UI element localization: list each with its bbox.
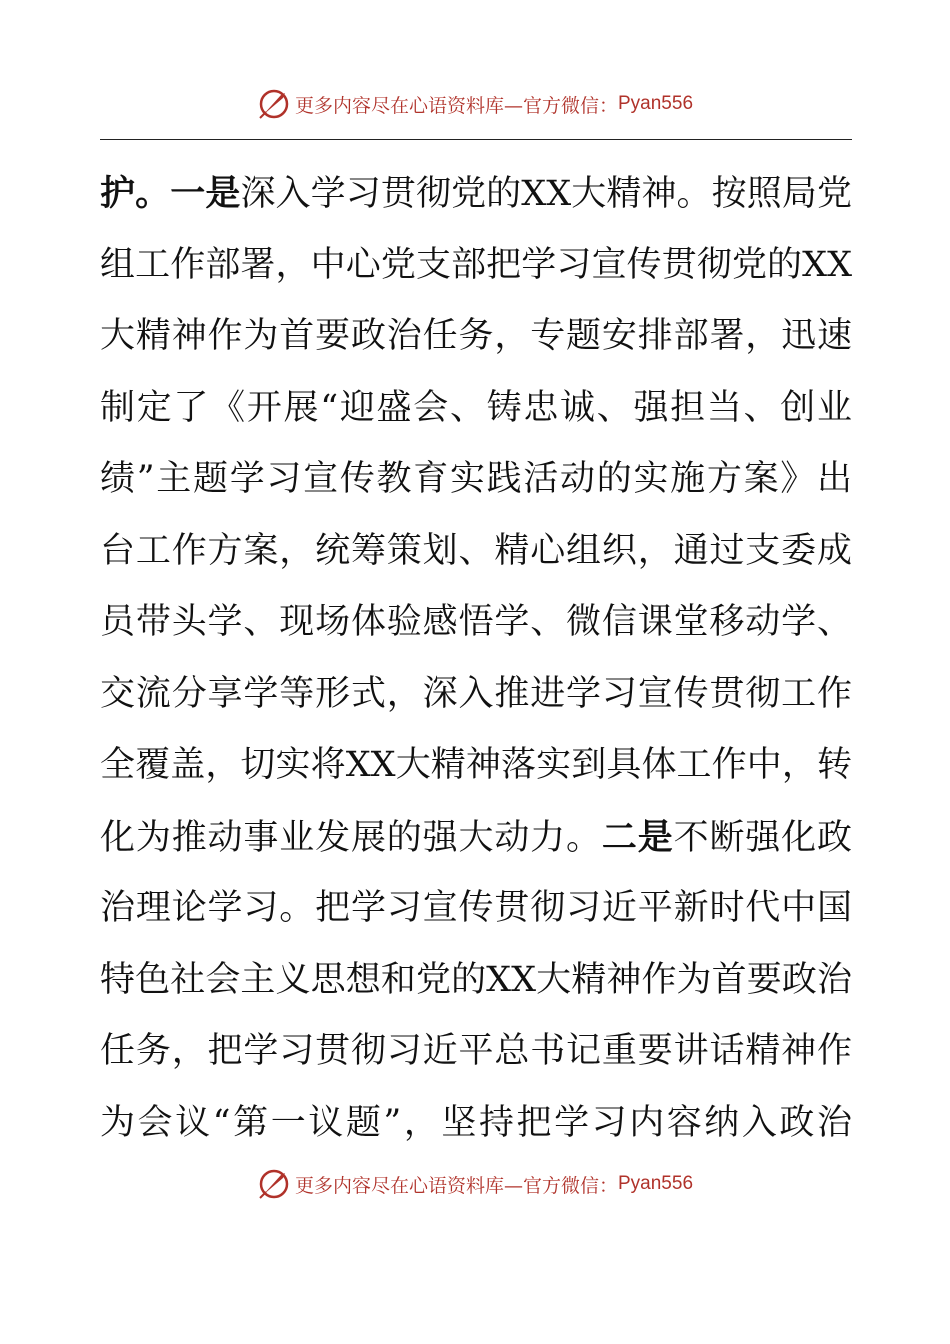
text-line [100, 873, 852, 945]
text-segment: 任务，把学习贯彻习近平总书记重要讲话精神作 [100, 1031, 852, 1071]
text-line [100, 230, 852, 302]
footer-banner [0, 1162, 950, 1206]
header-banner-id: Pyan556 [618, 93, 694, 114]
header-banner-text: 更多内容尽在心语资料库—官方微信： [294, 94, 618, 117]
text-segment: 大精神作为首要政治任务，专题安排部署，迅速 [100, 316, 852, 356]
text-line [100, 587, 852, 659]
text-segment: 全覆盖，切实将XX大精神落实到具体工作中，转 [100, 745, 852, 785]
quill-logo-icon [257, 1167, 291, 1201]
text-segment: 治理论学习。把学习宣传贯彻习近平新时代中国 [100, 888, 852, 928]
text-line [100, 301, 852, 373]
text-segment: 制定了《开展“迎盛会、铸忠诚、强担当、创业 [100, 387, 852, 428]
text-segment: 深入学习贯彻党的XX大精神。按照局党 [240, 174, 852, 214]
text-segment: 交流分享学等形式，深入推进学习宣传贯彻工作 [100, 673, 852, 714]
footer-banner-text: 更多内容尽在心语资料库—官方微信： [294, 1174, 618, 1197]
text-line [100, 730, 852, 802]
text-line [100, 1088, 852, 1160]
document-body [100, 158, 852, 1159]
text-line [100, 802, 852, 874]
text-segment: 绩”主题学习宣传教育实践活动的实施方案》出 [100, 459, 852, 499]
text-segment: 化为推动事业发展的强大动力。 [100, 817, 602, 858]
bold-lead-phrase: 护。一是 [100, 173, 241, 214]
text-segment: 不断强化政 [673, 817, 852, 858]
header-divider [100, 139, 852, 140]
bold-lead-phrase: 二是 [601, 816, 674, 858]
text-segment: 员带头学、现场体验感悟学、微信课堂移动学、 [100, 602, 852, 642]
header-banner [0, 82, 950, 126]
text-line [100, 945, 852, 1017]
footer-banner-id: Pyan556 [618, 1173, 694, 1194]
text-line [100, 373, 852, 445]
text-segment: 组工作部署，中心党支部把学习宣传贯彻党的XX [100, 244, 852, 285]
text-segment: 台工作方案，统筹策划、精心组织，通过支委成 [100, 530, 852, 571]
text-line [100, 516, 852, 588]
text-line [100, 1016, 852, 1088]
quill-logo-icon [257, 87, 291, 121]
text-line [100, 659, 852, 731]
text-line [100, 444, 852, 516]
text-segment: 特色社会主义思想和党的XX大精神作为首要政治 [100, 959, 852, 1000]
text-segment: 为会议“第一议题”，坚持把学习内容纳入政治 [100, 1102, 852, 1143]
text-line [100, 158, 852, 230]
